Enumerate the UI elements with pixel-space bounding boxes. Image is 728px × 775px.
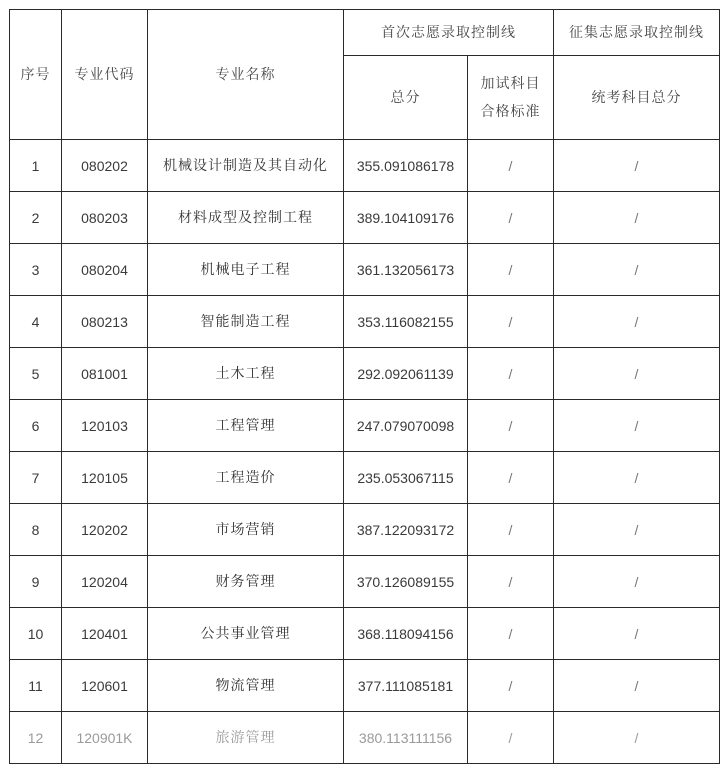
table-header	[10, 10, 720, 140]
table-row	[10, 504, 720, 556]
cell-total-score: 353.116082155	[344, 296, 468, 348]
cell-seq: 2	[10, 192, 62, 244]
cell-code: 120105	[62, 452, 148, 504]
cell-extra-standard: /	[468, 660, 554, 712]
cell-collect-total: /	[554, 348, 720, 400]
cell-seq: 9	[10, 556, 62, 608]
cell-code: 080204	[62, 244, 148, 296]
cell-seq: 11	[10, 660, 62, 712]
cell-seq: 6	[10, 400, 62, 452]
header-code: 专业代码	[62, 10, 148, 140]
cell-collect-total: /	[554, 504, 720, 556]
cell-name: 财务管理	[148, 556, 344, 608]
cell-seq: 10	[10, 608, 62, 660]
cell-seq: 4	[10, 296, 62, 348]
cell-name: 工程造价	[148, 452, 344, 504]
cell-code: 120901K	[62, 712, 148, 764]
cell-seq: 3	[10, 244, 62, 296]
header-row-1	[10, 10, 720, 56]
cell-total-score: 370.126089155	[344, 556, 468, 608]
cell-code: 120103	[62, 400, 148, 452]
header-extra-subject-line2: 合格标准	[480, 103, 541, 120]
table-row	[10, 244, 720, 296]
header-extra-subject	[468, 56, 554, 140]
cell-extra-standard: /	[468, 192, 554, 244]
header-total-score: 总分	[344, 56, 468, 140]
cell-name: 工程管理	[148, 400, 344, 452]
admission-score-table	[9, 9, 720, 764]
cell-total-score: 380.113111156	[344, 712, 468, 764]
cell-total-score: 361.132056173	[344, 244, 468, 296]
cell-code: 120202	[62, 504, 148, 556]
cell-extra-standard: /	[468, 452, 554, 504]
table-row	[10, 400, 720, 452]
cell-seq: 5	[10, 348, 62, 400]
cell-seq: 7	[10, 452, 62, 504]
header-first-choice: 首次志愿录取控制线	[344, 10, 554, 56]
cell-collect-total: /	[554, 296, 720, 348]
cell-total-score: 389.104109176	[344, 192, 468, 244]
cell-name: 智能制造工程	[148, 296, 344, 348]
cell-total-score: 355.091086178	[344, 140, 468, 192]
cell-total-score: 387.122093172	[344, 504, 468, 556]
table-row	[10, 140, 720, 192]
cell-collect-total: /	[554, 452, 720, 504]
cell-name: 机械电子工程	[148, 244, 344, 296]
table-row	[10, 348, 720, 400]
cell-code: 120204	[62, 556, 148, 608]
cell-collect-total: /	[554, 712, 720, 764]
cell-extra-standard: /	[468, 244, 554, 296]
cell-seq: 1	[10, 140, 62, 192]
table-row	[10, 192, 720, 244]
cell-code: 080202	[62, 140, 148, 192]
cell-seq: 12	[10, 712, 62, 764]
cell-total-score: 235.053067115	[344, 452, 468, 504]
header-collect-choice: 征集志愿录取控制线	[554, 10, 720, 56]
cell-extra-standard: /	[468, 140, 554, 192]
cell-collect-total: /	[554, 192, 720, 244]
cell-code: 120401	[62, 608, 148, 660]
table-row	[10, 452, 720, 504]
table-body	[10, 140, 720, 764]
header-seq: 序号	[10, 10, 62, 140]
cell-collect-total: /	[554, 244, 720, 296]
cell-collect-total: /	[554, 660, 720, 712]
cell-code: 080213	[62, 296, 148, 348]
cell-name: 材料成型及控制工程	[148, 192, 344, 244]
cell-seq: 8	[10, 504, 62, 556]
cell-extra-standard: /	[468, 400, 554, 452]
cell-code: 080203	[62, 192, 148, 244]
cell-collect-total: /	[554, 608, 720, 660]
cell-collect-total: /	[554, 556, 720, 608]
cell-code: 120601	[62, 660, 148, 712]
cell-collect-total: /	[554, 400, 720, 452]
cell-name: 机械设计制造及其自动化	[148, 140, 344, 192]
cell-total-score: 377.111085181	[344, 660, 468, 712]
cell-extra-standard: /	[468, 608, 554, 660]
cell-code: 081001	[62, 348, 148, 400]
header-extra-subject-line1: 加试科目	[480, 75, 541, 92]
cell-extra-standard: /	[468, 504, 554, 556]
cell-name: 土木工程	[148, 348, 344, 400]
cell-extra-standard: /	[468, 296, 554, 348]
cell-extra-standard: /	[468, 348, 554, 400]
table-row	[10, 608, 720, 660]
table-row	[10, 556, 720, 608]
header-unified-subject-total: 统考科目总分	[554, 56, 720, 140]
cell-total-score: 247.079070098	[344, 400, 468, 452]
cell-total-score: 292.092061139	[344, 348, 468, 400]
cell-extra-standard: /	[468, 556, 554, 608]
cell-collect-total: /	[554, 140, 720, 192]
table-row	[10, 660, 720, 712]
cell-name: 市场营销	[148, 504, 344, 556]
cell-extra-standard: /	[468, 712, 554, 764]
cell-name: 物流管理	[148, 660, 344, 712]
cell-name: 旅游管理	[148, 712, 344, 764]
cell-total-score: 368.118094156	[344, 608, 468, 660]
table-row	[10, 712, 720, 764]
header-name: 专业名称	[148, 10, 344, 140]
table-row	[10, 296, 720, 348]
cell-name: 公共事业管理	[148, 608, 344, 660]
